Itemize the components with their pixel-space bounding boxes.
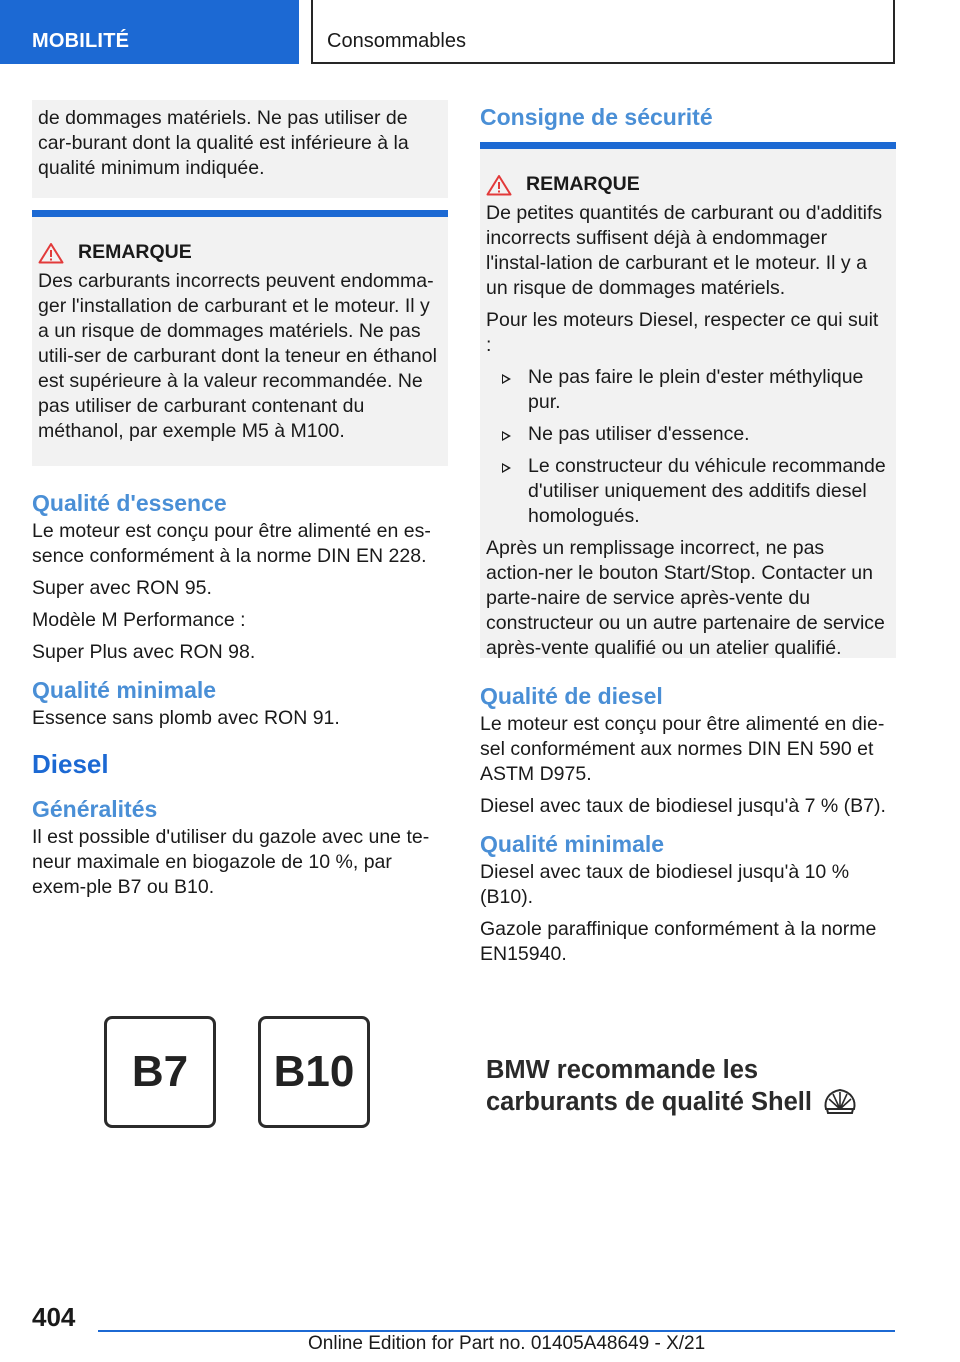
paraffin-text: Gazole paraffinique conformément à la norme EN15940. (480, 918, 877, 965)
chapter-tab (311, 0, 895, 64)
page-number: 404 (32, 1302, 76, 1332)
chapter-title: Consommables (327, 30, 466, 52)
note-box-right (480, 142, 896, 658)
bullet-item: Ne pas utiliser d'essence. (486, 422, 888, 447)
intro-box (32, 100, 448, 198)
bullet-item: Ne pas faire le plein d'ester méthylique pur. (486, 365, 888, 415)
note-text-left: Des carburants incorrects peuvent endomma-ger l'installation de carburant et le moteur. Il y a un risque de dommages matériels. Ne pas utili-ser de carburant dont la teneur en éthanol est supérieure à la valeur recommandée. Ne pas utiliser de carburant contenant du méthanol, par exemple M5 à M100. (38, 270, 437, 442)
warning-icon (486, 174, 512, 196)
shell-line-1: BMW recommande les (486, 1056, 759, 1084)
warning-icon (38, 242, 64, 264)
section-title: MOBILITÉ (32, 30, 130, 52)
fuel-label-b10: B10 (258, 1016, 370, 1128)
general-heading: Généralités (32, 796, 158, 822)
petrol-super: Super avec RON 95. (32, 577, 212, 599)
after-text: Après un remplissage incorrect, ne pas action-ner le bouton Start/Stop. Contacter un parte-naire de service après-vente du constructeur ou un autre partenaire de service après-vente qualifié ou un atelier qualifié. (486, 537, 885, 659)
min-heading-left: Qualité minimale (32, 677, 217, 703)
bullet-item: Le constructeur du véhicule recommande d'utiliser uniquement des additifs diesel homologués. (486, 454, 888, 529)
note-text-right: De petites quantités de carburant ou d'additifs incorrects suffisent déjà à endommager l'instal-lation de carburant et le moteur. Il y a un risque de dommages matériels. (486, 202, 883, 299)
petrol-superplus: Super Plus avec RON 98. (32, 641, 256, 663)
min-text-right: Diesel avec taux de biodiesel jusqu'à 10 % (B10). (480, 861, 850, 908)
diesel-quality-text: Le moteur est conçu pour être alimenté en die-sel conformément aux normes DIN EN 590 et ASTM D975. (480, 713, 885, 785)
intro-text: de dommages matériels. Ne pas utiliser de car-burant dont la qualité est inférieure à la qualité minimum indiquée. (38, 107, 409, 179)
shell-line-2: carburants de qualité Shell (486, 1088, 812, 1116)
min-text-left: Essence sans plomb avec RON 91. (32, 707, 340, 729)
footer-edition: Online Edition for Part no. 01405A48649 - X/21 (308, 1333, 706, 1354)
diesel-heading: Diesel (32, 749, 109, 779)
fuel-label-b7: B7 (104, 1016, 216, 1128)
diesel-quality-heading: Qualité de diesel (480, 683, 663, 709)
shell-logo-icon (822, 1087, 858, 1117)
bullet-triangle-icon (502, 431, 511, 441)
note-title-right: REMARQUE (486, 173, 888, 196)
note-box-left (32, 210, 448, 466)
petrol-heading: Qualité d'essence (32, 490, 227, 516)
diesel-bio-text: Diesel avec taux de biodiesel jusqu'à 7 % (B7). (480, 795, 886, 817)
note-title-left: REMARQUE (38, 241, 440, 264)
shell-recommendation (486, 1054, 858, 1118)
bullet-triangle-icon (502, 374, 511, 384)
petrol-model: Modèle M Performance : (32, 609, 246, 631)
footer-divider (98, 1330, 895, 1332)
diesel-intro: Pour les moteurs Diesel, respecter ce qui suit : (486, 309, 879, 356)
safety-heading: Consigne de sécurité (480, 104, 713, 130)
section-tab (0, 0, 299, 64)
petrol-text: Le moteur est conçu pour être alimenté en es-sence conformément à la norme DIN EN 228. (32, 520, 431, 567)
general-text: Il est possible d'utiliser du gazole avec une te-neur maximale en biogazole de 10 %, par exem-ple B7 ou B10. (32, 826, 430, 898)
diesel-quality-section (480, 683, 896, 967)
min-heading-right: Qualité minimale (480, 831, 665, 857)
petrol-section (32, 490, 448, 900)
bullet-triangle-icon (502, 463, 511, 473)
